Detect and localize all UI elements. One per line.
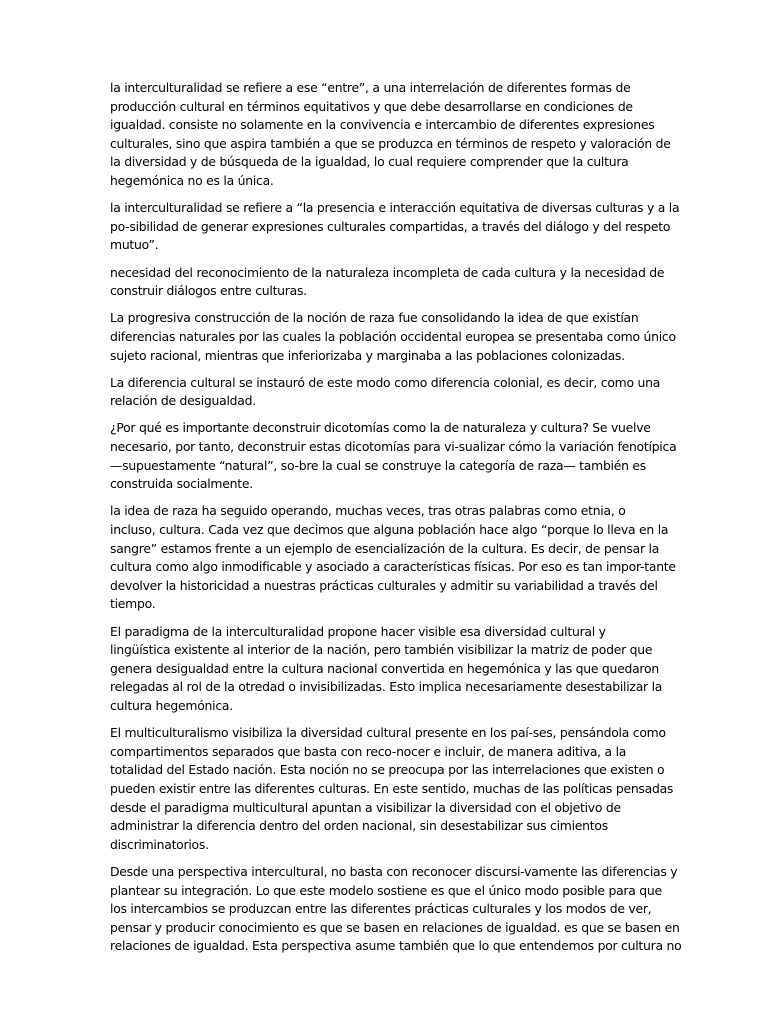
text-line: la diversidad y de búsqueda de la igualdad, lo cual requiere comprender que la cultura (110, 154, 629, 170)
document-page (110, 79, 682, 964)
text-line: Desde una perspectiva intercultural, no basta con reconocer discursi-vamente las diferencias y (110, 863, 678, 879)
paragraph (110, 419, 677, 493)
text-line: la idea de raza ha seguido operando, muchas veces, tras otras palabras como etnia, o (110, 503, 626, 519)
text-line: relegadas al rol de la otredad o invisibilizadas. Esto implica necesariamente desestabilizar la (110, 679, 663, 695)
text-line: tiempo. (110, 596, 156, 612)
text-line: ¿Por qué es importante deconstruir dicotomías como la de naturaleza y cultura? Se vuelve (110, 420, 651, 436)
text-line: desde el paradigma multicultural apuntan a visibilizar la diversidad con el objetivo de (110, 799, 621, 815)
text-line: compartimentos separados que basta con reco-nocer e incluir, de manera aditiva, a la (110, 743, 627, 759)
paragraph (110, 724, 674, 854)
text-line: discriminatorios. (110, 836, 209, 852)
text-line: sujeto racional, mientras que inferiorizaba y marginaba a las poblaciones colonizadas. (110, 347, 625, 363)
text-line: construir diálogos entre culturas. (110, 283, 307, 299)
text-line: construida socialmente. (110, 476, 253, 492)
paragraph (110, 623, 663, 716)
text-line: cultura como algo inmodificable y asociado a características físicas. Por eso es tan impor-tante (110, 559, 676, 575)
text-line: —supuestamente “natural”, so-bre la cual se construye la categoría de raza— también es (110, 457, 646, 473)
text-line: la interculturalidad se refiere a ese “entre”, a una interrelación de diferentes formas de (110, 80, 631, 95)
paragraph (110, 79, 671, 191)
text-line: pensar y producir conocimiento es que se basen en relaciones de igualdad. es que se basen en (110, 919, 680, 935)
text-line: La progresiva construcción de la noción de raza fue consolidando la idea de que existían (110, 310, 639, 326)
text-line: El multiculturalismo visibiliza la diversidad cultural presente en los paí-ses, pensándola como (110, 725, 666, 741)
text-line: sangre” estamos frente a un ejemplo de esencialización de la cultura. Es decir, de pensar la (110, 540, 660, 556)
paragraph (110, 309, 676, 365)
text-line: los intercambios se produzcan entre las diferentes prácticas culturales y los modos de ver, (110, 901, 652, 917)
text-line: relaciones de igualdad. Esta perspectiva asume también que lo que entendemos por cultura no (110, 938, 682, 954)
text-line: El paradigma de la interculturalidad propone hacer visible esa diversidad cultural y (110, 623, 606, 639)
text-line: producción cultural en términos equitativos y que debe desarrollarse en condiciones de (110, 98, 633, 114)
text-line: hegemónica no es la única. (110, 172, 274, 188)
text-line: administrar la diferencia dentro del orden nacional, sin desestabilizar sus cimientos (110, 818, 608, 834)
paragraph (110, 502, 676, 614)
paragraph (110, 199, 680, 255)
text-line: incluso, cultura. Cada vez que decimos que alguna población hace algo “porque lo lleva en la (110, 522, 669, 538)
text-line: diferencias naturales por las cuales la población occidental europea se presentaba como único (110, 328, 676, 344)
text-line: lingüística existente al interior de la nación, pero también visibilizar la matriz de poder que (110, 642, 653, 658)
text-line: necesidad del reconocimiento de la naturaleza incompleta de cada cultura y la necesidad de (110, 264, 665, 280)
paragraph (110, 863, 682, 956)
text-line: igualdad. consiste no solamente en la convivencia e intercambio de diferentes expresiones (110, 117, 655, 133)
text-line: culturales, sino que aspira también a que se produzca en términos de respeto y valoración de (110, 135, 671, 151)
text-line: devolver la historicidad a nuestras prácticas culturales y admitir su variabilidad a través del (110, 577, 658, 593)
text-line: pueden existir entre las diferentes culturas. En este sentido, muchas de las políticas pensadas (110, 780, 674, 796)
paragraph (110, 374, 661, 411)
text-line: relación de desigualdad. (110, 393, 256, 409)
text-line: mutuo”. (110, 237, 159, 253)
text-line: necesario, por tanto, deconstruir estas dicotomías para vi-sualizar cómo la variación fenotípica (110, 439, 677, 455)
text-line: la interculturalidad se refiere a “la presencia e interacción equitativa de diversas culturas y a la (110, 200, 680, 216)
text-line: genera desigualdad entre la cultura nacional convertida en hegemónica y las que quedaron (110, 660, 659, 676)
text-line: plantear su integración. Lo que este modelo sostiene es que el único modo posible para que (110, 882, 662, 898)
text-line: totalidad del Estado nación. Esta noción no se preocupa por las interrelaciones que existen o (110, 762, 665, 778)
text-line: po-sibilidad de generar expresiones culturales compartidas, a través del diálogo y del respeto (110, 218, 671, 234)
text-line: cultura hegemónica. (110, 697, 233, 713)
paragraph (110, 264, 665, 301)
text-line: La diferencia cultural se instauró de este modo como diferencia colonial, es decir, como una (110, 374, 661, 390)
